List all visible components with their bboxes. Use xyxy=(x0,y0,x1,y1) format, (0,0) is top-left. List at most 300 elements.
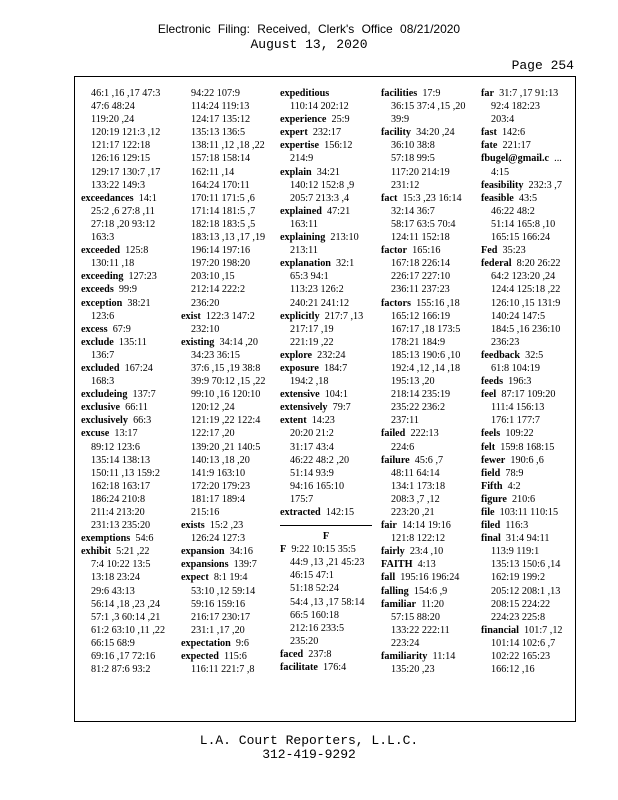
index-continuation xyxy=(181,113,273,126)
page-line-refs: 34:16 xyxy=(229,546,253,558)
index-term: filed xyxy=(481,520,501,532)
index-continuation xyxy=(181,624,273,637)
page-line-refs: 224:23 225:8 xyxy=(491,611,546,623)
index-continuation xyxy=(81,585,173,598)
index-term: fewer xyxy=(481,454,506,466)
page-line-refs: 57:1 ,3 60:14 ,21 xyxy=(91,611,161,623)
index-term: fairly xyxy=(381,546,405,558)
index-term: explain xyxy=(280,166,312,178)
page-line-refs: 133:22 222:11 xyxy=(391,624,450,636)
index-term: exceeded xyxy=(81,245,121,257)
page-line-refs: 15:2 ,23 xyxy=(209,520,244,532)
index-term: feels xyxy=(481,428,501,440)
page-line-refs: 135:20 ,23 xyxy=(391,664,435,676)
index-entry xyxy=(481,506,573,519)
index-continuation xyxy=(481,166,573,179)
page-line-refs: 39:9 xyxy=(391,114,410,126)
page-line-refs: 129:17 130:7 ,17 xyxy=(91,166,161,178)
index-column-3 xyxy=(280,87,372,674)
page-line-refs: 231:1 ,17 ,20 xyxy=(191,624,245,636)
index-term: F xyxy=(280,544,287,556)
page-line-refs: 78:9 xyxy=(505,467,524,479)
page-line-refs: 208:15 224:22 xyxy=(491,598,551,610)
index-continuation xyxy=(181,467,273,480)
page-line-refs: 154:6 ,9 xyxy=(413,585,448,597)
page-line-refs: 167:17 ,18 173:5 xyxy=(391,323,461,335)
index-continuation xyxy=(181,126,273,139)
page-line-refs: 65:3 94:1 xyxy=(290,271,329,283)
page-line-refs: 57:15 88:20 xyxy=(391,611,440,623)
index-continuation xyxy=(481,663,573,676)
index-continuation xyxy=(381,166,473,179)
index-entry xyxy=(481,139,573,152)
index-continuation xyxy=(280,179,372,192)
index-entry xyxy=(280,388,372,401)
index-entry xyxy=(381,598,473,611)
page-line-refs: 176:1 177:7 xyxy=(491,415,540,427)
index-continuation xyxy=(181,257,273,270)
page-line-refs: 166:12 ,16 xyxy=(491,664,535,676)
page-line-refs: 184:5 ,16 236:10 xyxy=(491,323,561,335)
page-line-refs: 203:4 xyxy=(491,114,515,126)
index-continuation xyxy=(381,218,473,231)
index-term: exceeding xyxy=(81,271,124,283)
index-term: failed xyxy=(381,428,406,440)
index-entry xyxy=(481,257,573,270)
index-entry xyxy=(81,283,173,296)
index-term: extent xyxy=(280,415,307,427)
page-line-refs: 120:12 ,24 xyxy=(191,402,235,414)
page-line-refs: 101:7 ,12 xyxy=(524,624,563,636)
page-line-refs: 20:20 21:2 xyxy=(290,428,334,440)
word-index-box xyxy=(74,76,576,722)
index-entry xyxy=(481,467,573,480)
page-line-refs: 35:23 xyxy=(502,245,526,257)
index-continuation xyxy=(280,427,372,440)
page-line-refs: 92:4 182:23 xyxy=(491,101,540,113)
index-entry xyxy=(481,179,573,192)
index-continuation xyxy=(381,205,473,218)
page-line-refs: 216:17 230:17 xyxy=(191,611,251,623)
index-continuation xyxy=(481,270,573,283)
index-term: federal xyxy=(481,258,512,270)
page-line-refs: 235:22 236:2 xyxy=(391,402,446,414)
index-entry xyxy=(81,532,173,545)
index-continuation xyxy=(280,569,372,582)
index-column-1 xyxy=(81,87,173,676)
index-entry xyxy=(381,650,473,663)
page-line-refs: 53:10 ,12 59:14 xyxy=(191,585,256,597)
index-entry xyxy=(381,571,473,584)
index-entry xyxy=(481,480,573,493)
page-line-refs: 4:15 xyxy=(491,166,510,178)
index-continuation xyxy=(181,100,273,113)
page-line-refs: 205:12 208:1 ,13 xyxy=(491,585,561,597)
index-continuation xyxy=(280,480,372,493)
index-continuation xyxy=(481,598,573,611)
index-continuation xyxy=(481,611,573,624)
page-line-refs: 213:11 xyxy=(290,245,318,257)
page-line-refs: 195:13 ,20 xyxy=(391,376,435,388)
page-line-refs: 124:4 125:18 ,22 xyxy=(491,284,561,296)
index-continuation xyxy=(81,519,173,532)
index-continuation xyxy=(381,506,473,519)
index-entry xyxy=(81,336,173,349)
page-line-refs: 47:21 xyxy=(326,205,351,217)
page-line-refs: 45:6 ,7 xyxy=(414,454,444,466)
index-entry xyxy=(481,532,573,545)
index-term: expert xyxy=(280,127,308,139)
index-continuation xyxy=(481,323,573,336)
index-term: experience xyxy=(280,114,327,126)
page-line-refs: 133:22 149:3 xyxy=(91,179,146,191)
index-entry xyxy=(181,519,273,532)
index-entry xyxy=(381,519,473,532)
index-entry xyxy=(280,648,372,661)
index-continuation xyxy=(81,375,173,388)
page-line-refs: 61:2 63:10 ,11 ,22 xyxy=(91,624,166,636)
page-line-refs: 167:18 226:14 xyxy=(391,258,451,270)
page-line-refs: 232:10 xyxy=(191,323,220,335)
index-entry xyxy=(481,126,573,139)
index-continuation xyxy=(481,637,573,650)
index-continuation xyxy=(181,506,273,519)
page-line-refs: 32:14 36:7 xyxy=(391,205,435,217)
page-line-refs: 136:7 xyxy=(91,349,115,361)
index-continuation xyxy=(280,622,372,635)
index-continuation xyxy=(280,270,372,283)
index-term: fact xyxy=(381,192,398,204)
index-continuation xyxy=(81,624,173,637)
page-line-refs: 231:13 235:20 xyxy=(91,520,151,532)
page-line-refs: 113:23 126:2 xyxy=(290,284,344,296)
index-term: excess xyxy=(81,323,108,335)
court-reporter-name: L.A. Court Reporters, L.L.C. xyxy=(199,733,419,748)
page-line-refs: 168:3 xyxy=(91,376,115,388)
page-line-refs: 130:11 ,18 xyxy=(91,258,135,270)
index-term: exclusive xyxy=(81,402,121,414)
page-line-refs: 94:16 165:10 xyxy=(290,480,345,492)
index-term: extensively xyxy=(280,402,328,414)
page-line-refs: 184:7 xyxy=(323,362,348,374)
page-line-refs: 232:24 xyxy=(317,349,346,361)
index-continuation xyxy=(81,454,173,467)
page-line-refs: 14:1 xyxy=(138,192,157,204)
index-continuation xyxy=(81,571,173,584)
index-continuation xyxy=(181,598,273,611)
index-continuation xyxy=(381,401,473,414)
index-term: explore xyxy=(280,349,313,361)
page-line-refs: 13:17 xyxy=(114,428,138,440)
page-line-refs: 46:15 47:1 xyxy=(290,570,334,582)
index-continuation xyxy=(280,323,372,336)
index-entry xyxy=(81,427,173,440)
page-line-refs: 103:11 110:15 xyxy=(499,507,559,518)
page-line-refs: 89:12 123:6 xyxy=(91,441,140,453)
page-line-refs: 44:9 ,13 ,21 45:23 xyxy=(290,557,365,569)
page-line-refs: 38:21 xyxy=(127,297,151,309)
index-term: falling xyxy=(381,585,409,597)
index-continuation xyxy=(481,336,573,349)
page-line-refs: 205:7 213:3 ,4 xyxy=(290,192,350,204)
page-line-refs: 114:24 119:13 xyxy=(191,101,250,113)
page-line-refs: 116:11 221:7 ,8 xyxy=(191,664,255,676)
page-line-refs: 99:10 ,16 120:10 xyxy=(191,389,261,401)
index-continuation xyxy=(481,218,573,231)
page-line-refs: 222:13 xyxy=(410,428,439,440)
page-line-refs: 171:14 181:5 ,7 xyxy=(191,205,256,217)
index-entry xyxy=(280,257,372,270)
index-continuation xyxy=(81,480,173,493)
page-line-refs: 79:7 xyxy=(332,402,351,414)
index-term: FAITH xyxy=(381,559,413,571)
page-line-refs: 8:1 19:4 xyxy=(213,572,248,584)
page-line-refs: 176:4 xyxy=(323,662,347,674)
index-continuation xyxy=(381,532,473,545)
page-line-refs: 125:8 xyxy=(125,245,149,257)
index-continuation xyxy=(280,596,372,609)
index-column-2 xyxy=(181,87,273,676)
index-term: extracted xyxy=(280,507,321,518)
page-line-refs: 218:14 235:19 xyxy=(391,389,451,401)
index-continuation xyxy=(280,100,372,113)
page-line-refs: 167:24 xyxy=(124,362,153,374)
index-term: expansions xyxy=(181,559,229,571)
page-line-refs: 140:13 ,18 ,20 xyxy=(191,454,250,466)
page-line-refs: 59:16 159:16 xyxy=(191,598,246,610)
index-term: exhibit xyxy=(81,546,112,558)
index-entry xyxy=(81,297,173,310)
index-entry xyxy=(481,192,573,205)
filing-stamp: Electronic Filing: Received, Clerk's Office 08/21/2020 xyxy=(157,22,461,36)
index-continuation xyxy=(81,637,173,650)
page-line-refs: 223:24 xyxy=(391,637,420,649)
index-term: Fifth xyxy=(481,480,503,492)
page-line-refs: 117:20 214:19 xyxy=(391,166,450,178)
page-line-refs: 172:20 179:23 xyxy=(191,480,251,492)
index-continuation xyxy=(381,283,473,296)
index-continuation xyxy=(280,244,372,257)
page-line-refs: 186:24 210:8 xyxy=(91,493,146,505)
index-continuation xyxy=(81,493,173,506)
index-continuation xyxy=(381,152,473,165)
index-continuation xyxy=(481,310,573,323)
index-term: feasibility xyxy=(481,179,524,191)
page-line-refs: 164:24 170:11 xyxy=(191,179,250,191)
index-continuation xyxy=(280,493,372,506)
page-line-refs: 231:12 xyxy=(391,179,420,191)
page-line-refs: 217:17 ,19 xyxy=(290,323,334,335)
page-line-refs: 102:22 165:23 xyxy=(491,651,551,663)
page-line-refs: 190:6 ,6 xyxy=(510,454,544,466)
page-line-refs: 221:17 xyxy=(502,140,531,152)
page-line-refs: 13:18 23:24 xyxy=(91,572,140,584)
index-entry xyxy=(381,87,473,100)
index-continuation xyxy=(381,310,473,323)
index-term: exceeds xyxy=(81,284,114,296)
index-continuation xyxy=(181,218,273,231)
page-line-refs: 36:10 38:8 xyxy=(391,140,435,152)
page-line-refs: 213:10 xyxy=(330,232,359,244)
page-line-refs: 138:11 ,12 ,18 ,22 xyxy=(191,140,265,152)
index-continuation xyxy=(81,152,173,165)
page-line-refs: 140:24 147:5 xyxy=(491,310,546,322)
index-continuation xyxy=(381,637,473,650)
page-line-refs: 211:4 213:20 xyxy=(91,507,145,518)
index-term: financial xyxy=(481,624,519,636)
index-continuation xyxy=(81,218,173,231)
page-line-refs: 162:11 ,14 xyxy=(191,166,235,178)
index-continuation xyxy=(481,100,573,113)
index-term: facilitate xyxy=(280,662,318,674)
index-continuation xyxy=(481,401,573,414)
page-line-refs: 27:18 ,20 93:12 xyxy=(91,218,156,230)
index-entry xyxy=(381,545,473,558)
index-continuation xyxy=(181,663,273,676)
page-line-refs: 126:10 ,15 131:9 xyxy=(491,297,561,309)
index-term: facilities xyxy=(381,88,418,99)
page-line-refs: 162:19 199:2 xyxy=(491,572,546,584)
index-continuation xyxy=(81,349,173,362)
page-line-refs: 195:16 196:24 xyxy=(400,572,460,584)
index-continuation xyxy=(381,336,473,349)
page-line-refs: 43:5 xyxy=(518,192,538,204)
index-entry xyxy=(481,349,573,362)
page-line-refs: 192:4 ,12 ,14 ,18 xyxy=(391,362,461,374)
index-continuation xyxy=(381,493,473,506)
index-entry xyxy=(181,558,273,571)
index-continuation xyxy=(381,441,473,454)
page-line-refs: 208:3 ,7 ,12 xyxy=(391,493,440,505)
page-line-refs: 23:4 ,10 xyxy=(409,546,444,558)
page-line-refs: 185:13 190:6 ,10 xyxy=(391,349,461,361)
index-entry xyxy=(81,362,173,375)
page-line-refs: 236:11 237:23 xyxy=(391,284,450,296)
index-continuation xyxy=(381,611,473,624)
page-line-refs: 139:7 xyxy=(233,559,257,571)
page-line-refs: 46:1 ,16 ,17 47:3 xyxy=(91,88,161,99)
page-line-refs: 139:20 ,21 140:5 xyxy=(191,441,261,453)
index-continuation xyxy=(181,585,273,598)
index-term: exclude xyxy=(81,336,114,348)
index-term: far xyxy=(481,88,495,99)
page-line-refs: 57:18 99:5 xyxy=(391,153,435,165)
page-line-refs: 142:6 xyxy=(501,127,526,139)
index-continuation xyxy=(481,231,573,244)
page-line-refs: 124:17 135:12 xyxy=(191,114,251,126)
index-continuation xyxy=(181,375,273,388)
page-line-refs: 232:3 ,7 xyxy=(528,179,562,191)
index-continuation xyxy=(481,650,573,663)
index-continuation xyxy=(181,152,273,165)
index-entry xyxy=(81,192,173,205)
index-entry xyxy=(381,297,473,310)
index-entry xyxy=(81,414,173,427)
index-term: exception xyxy=(81,297,123,309)
page-line-refs: 178:21 184:9 xyxy=(391,336,446,348)
index-continuation xyxy=(481,414,573,427)
index-entry xyxy=(280,506,372,519)
page-line-refs: 101:14 102:6 ,7 xyxy=(491,637,556,649)
index-entry xyxy=(381,558,473,571)
index-term: exists xyxy=(181,520,205,532)
index-continuation xyxy=(280,375,372,388)
page-line-refs: 56:14 ,18 ,23 ,24 xyxy=(91,598,161,610)
index-term: feel xyxy=(481,389,497,401)
index-term: explicitly xyxy=(280,310,320,322)
index-term: expeditious xyxy=(280,88,330,99)
index-term: fair xyxy=(381,520,397,532)
index-entry xyxy=(481,519,573,532)
page-line-refs: 135:14 138:13 xyxy=(91,454,151,466)
page-line-refs: 61:8 104:19 xyxy=(491,362,540,374)
page-line-refs: 31:4 94:11 xyxy=(505,533,550,545)
index-term: existing xyxy=(181,336,215,348)
index-continuation xyxy=(381,349,473,362)
index-continuation xyxy=(280,192,372,205)
index-continuation xyxy=(280,283,372,296)
page-line-refs: 54:6 xyxy=(135,533,154,545)
index-continuation xyxy=(481,545,573,558)
index-continuation xyxy=(81,257,173,270)
index-entry xyxy=(481,493,573,506)
page-line-refs: 46:22 48:2 ,20 xyxy=(290,454,350,466)
page-line-refs: 196:3 xyxy=(508,376,532,388)
index-continuation xyxy=(81,179,173,192)
page-line-refs: 36:15 37:4 ,15 ,20 xyxy=(391,101,466,113)
index-entry xyxy=(481,375,573,388)
index-continuation xyxy=(381,179,473,192)
page-line-refs: 181:17 189:4 xyxy=(191,493,246,505)
page-line-refs: 121:19 ,22 122:4 xyxy=(191,415,261,427)
index-continuation xyxy=(181,231,273,244)
page-line-refs: 127:23 xyxy=(128,271,157,283)
index-continuation xyxy=(81,506,173,519)
page-line-refs: 121:8 122:12 xyxy=(391,533,446,545)
page-line-refs: 150:11 ,13 159:2 xyxy=(91,467,160,479)
index-continuation xyxy=(81,100,173,113)
page-line-refs: 135:11 xyxy=(118,336,147,348)
index-entry xyxy=(280,349,372,362)
index-entry xyxy=(481,624,573,637)
page-line-refs: 15:3 ,23 16:14 xyxy=(402,192,462,204)
index-continuation xyxy=(381,362,473,375)
index-term: expansion xyxy=(181,546,225,558)
index-entry xyxy=(181,310,273,323)
index-continuation xyxy=(181,388,273,401)
page-line-refs: 32:5 xyxy=(525,349,544,361)
page-line-refs: 226:17 227:10 xyxy=(391,271,451,283)
index-entry xyxy=(81,401,173,414)
page-line-refs: 17:9 xyxy=(422,88,441,99)
page-line-refs: 215:16 xyxy=(191,507,220,518)
page-line-refs: 39:9 70:12 ,15 ,22 xyxy=(191,376,266,388)
index-entry xyxy=(381,427,473,440)
index-continuation xyxy=(481,113,573,126)
index-term: familiar xyxy=(381,598,417,610)
page-line-refs: 87:17 109:20 xyxy=(501,389,556,401)
index-entry xyxy=(280,166,372,179)
page-line-refs: 135:13 136:5 xyxy=(191,127,246,139)
page-line-refs: 7:4 10:22 13:5 xyxy=(91,559,151,571)
page-line-refs: 51:18 52:24 xyxy=(290,583,339,595)
index-term: faced xyxy=(280,648,304,660)
page-line-refs: 237:11 xyxy=(391,415,419,427)
page-line-refs: 183:13 ,13 ,17 ,19 xyxy=(191,232,266,244)
index-continuation xyxy=(81,467,173,480)
index-entry xyxy=(81,270,173,283)
page-line-refs: 110:14 202:12 xyxy=(290,101,349,113)
